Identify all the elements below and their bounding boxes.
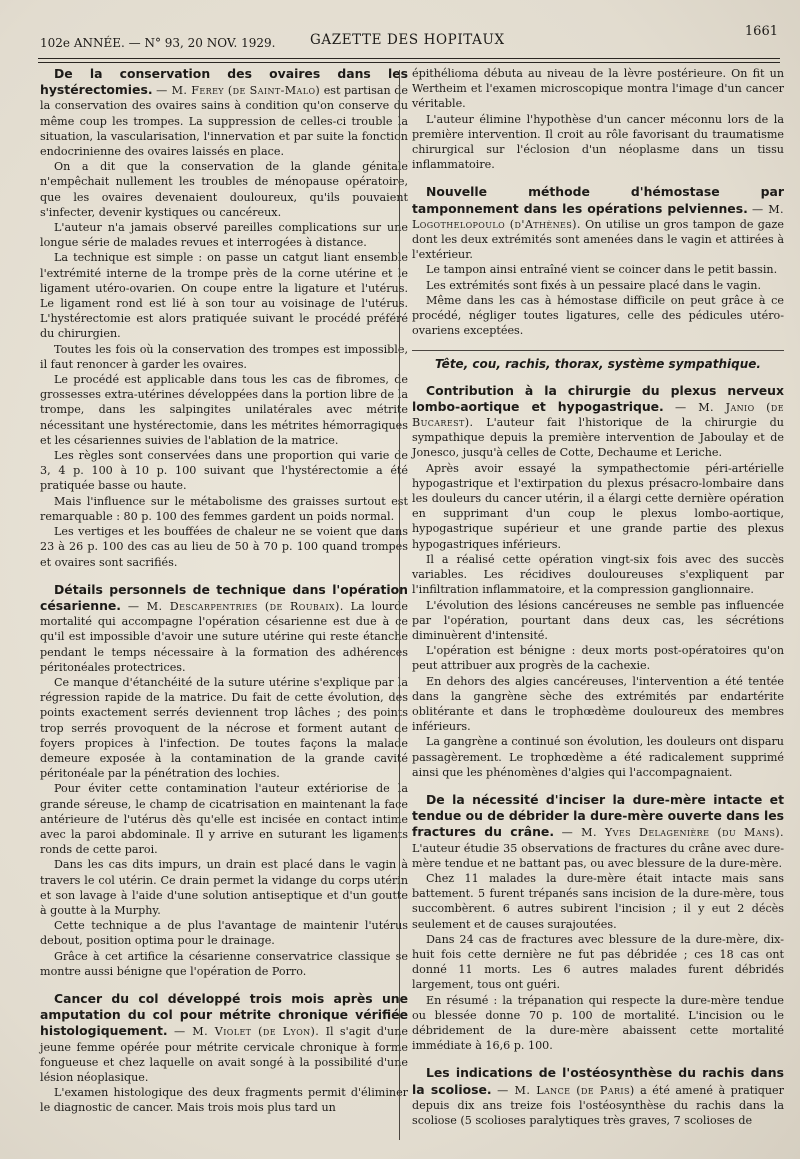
article-title: De la conservation des ovaires dans les hystérectomies. [40,66,408,98]
article [412,1065,784,1128]
article-title: Contribution à la chirurgie du plexus nerveux lombo-aortique et hypogastrique. [412,382,784,414]
paragraph: En résumé : la trépanation qui respecte la dure-mère tendue ou blessée donne 70 p. 100 de mortalité. L'incision ou le débridement de la dure-mère abaissent cette mortalité immédiate à 16,6 p. 100. [412,993,784,1053]
paragraph: Le procédé est applicable dans tous les cas de fibromes, de grossesses extra-utérines développées dans la portion libre de la trompe, dans les salpingites unilatérales avec métrite nécessitant une hystérectomie, dans les métrites hémorragiques et les césariennes suivies de l'ablation de la matrice. [40,373,408,447]
paragraph-text: On utilise un gros tampon de gaze dont les deux extrémités sont amenées dans le vagin et attirées à l'extérieur. [412,217,784,262]
header-rule [38,58,780,59]
article-author: — M. Janio (de Bucarest). [412,400,784,430]
article [412,792,784,1053]
article-title: Détails personnels de technique dans l'opération césarienne. [40,581,408,613]
paragraph: L'auteur n'a jamais observé pareilles complications sur une longue série de malades revues et interrogées à distance. [40,221,408,250]
section-heading: Tête, cou, rachis, thorax, système sympathique. [435,357,761,372]
left-column [40,66,408,1128]
right-column [412,66,784,1140]
article-title: Les indications de l'ostéosynthèse du rachis dans la scoliose. [412,1065,784,1097]
right-column-bottom [412,383,784,1129]
paragraph-text: L'auteur étudie 35 observations de fractures du crâne avec dure-mère tendue et ne battant pas, ou avec blessure de la dure-mère. [412,841,784,870]
article [40,66,408,570]
paragraph: Il a réalisé cette opération vingt-six fois avec des succès variables. Les récidives douloureuses s'expliquent par l'infiltration inflammatoire, et la compression ganglionnaire. [412,552,784,597]
paragraph-text: a été amené à pratiquer depuis dix ans treize fois l'ostéosynthèse du rachis dans la scoliose (5 scolioses paralytiques très graves, 7 scolioses de [412,1083,784,1127]
issue-info: 102e ANNÉE. — N° 93, 20 NOV. 1929. [40,36,276,50]
paragraph: On a dit que la conservation de la glande génitale n'empêchait nullement les troubles de ménopause opératoire, que les ovaires devenaient douloureux, qu'ils pouvaient s'infecter, devenir kystiques ou cancéreux. [40,160,408,219]
article-title: De la nécessité d'inciser la dure-mère intacte et tendue ou de débrider la dure-mère ouverte dans les fractures du crâne. [412,791,784,840]
paragraph: Même dans les cas à hémostase difficile on peut grâce à ce procédé, négliger toutes ligatures, celle des pédicules utéro-ovariens exceptées. [412,293,784,338]
article [40,582,408,979]
paragraph: Le tampon ainsi entraîné vient se coincer dans le petit bassin. [426,263,778,277]
paragraph: épithélioma débuta au niveau de la lèvre postérieure. On fit un Wertheim et l'examen microscopique montra l'image d'un cancer véritable. [412,67,784,111]
paragraph: L'opération est bénigne : deux morts post-opératoires qu'on peut attribuer aux progrès de la cachexie. [412,644,784,673]
paragraph: Dans les cas dits impurs, un drain est placé dans le vagin à travers le col utérin. Ce drain permet la vidange du corps utérin et son lavage à l'aide d'une solution antiseptique et d'un goutte à goutte à la Murphy. [40,858,408,917]
paragraph: En dehors des algies cancéreuses, l'intervention a été tentée dans la gangrène sèche des extrémités par endartérite oblitérante et dans le trophœdème douloureux des membres inférieurs. [412,674,784,734]
right-column-top [412,66,784,338]
journal-title: GAZETTE DES HOPITAUX [310,32,505,48]
article [412,66,784,172]
section-rule [412,350,784,351]
paragraph: Grâce à cet artifice la césarienne conservatrice classique se montre aussi bénigne que l'opération de Porro. [40,949,408,978]
header-rule-thin [38,62,780,63]
article-author: — M. Logothelopoulo (d'Athènes). [412,202,784,231]
article-author: — M. Yves Delagenière (du Mans). [561,826,784,840]
paragraph: Dans 24 cas de fractures avec blessure de la dure-mère, dix-huit fois cette dernière ne fut pas débridée ; ces 18 cas ont donné 11 morts. Les 6 autres malades furent débridés largement, tous ont guéri. [412,932,784,992]
article [40,991,408,1116]
paragraph: Toutes les fois où la conservation des trompes est impossible, il faut renoncer à garder les ovaires. [40,342,408,371]
paragraph-text: L'auteur fait l'historique de la chirurgie du sympathique depuis la première intervention de Jaboulay et de Jonesco, jusqu'à celles de Cotte, Dechaume et Leriche. [412,416,784,460]
paragraph: Pour éviter cette contamination l'auteur extériorise de la grande séreuse, le champ de cicatrisation en maintenant la face antérieure de l'utérus dès qu'elle est incisée en contact intime avec la paroi abdominale. Il y arrive en suturant les ligaments ronds de cette paroi. [40,782,408,857]
paragraph: Chez 11 malades la dure-mère était intacte mais sans battement. 5 furent trépanés sans incision de la dure-mère, tous succombèrent. 6 autres subirent l'incision ; il y eut 2 décès seulement et de causes surajoutées. [412,871,784,931]
paragraph-text: La lourde mortalité qui accompagne l'opération césarienne est due à ce qu'il est impossible d'avoir une suture utérine qui reste étanche pendant le temps nécessaire à la formation des adhérences péritonéales protectrices. [40,599,408,674]
column-divider [399,70,400,1140]
article-author: — M. Lance (de Paris) [497,1083,635,1097]
article-title: Nouvelle méthode d'hémostase par tamponnement dans les opérations pelviennes. [412,184,784,216]
paragraph: L'examen histologique des deux fragments permit d'éliminer le diagnostic de cancer. Mais trois mois plus tard un [40,1086,408,1115]
article-author: — M. Descarpentries (de Roubaix). [127,599,344,613]
paragraph: Les extrémités sont fixés à un pessaire placé dans le vagin. [426,278,762,292]
article [412,184,784,338]
paragraph: Les règles sont conservées dans une proportion qui varie de 3, 4 p. 100 à 10 p. 100 suivant que l'hystérectomie a été pratiquée basse ou haute. [40,449,408,493]
article-author: — M. Ferey (de Saint-Malo) [156,84,321,98]
paragraph: Cette technique a de plus l'avantage de maintenir l'utérus debout, position optima pour le drainage. [40,919,408,948]
paragraph-text: Il s'agit d'une jeune femme opérée pour métrite cervicale chronique à forme fongueuse et chez laquelle on avait songé à la possibilité d'une lésion néoplasique. [40,1025,408,1084]
paragraph: La gangrène a continué son évolution, les douleurs ont disparu passagèrement. Le trophœdème a été radicalement supprimé ainsi que les phénomènes d'algies qui l'accompagnaient. [412,735,784,779]
paragraph: Après avoir essayé la sympathectomie péri-artérielle hypogastrique et l'extirpation du plexus présacro-lombaire dans les douleurs du cancer utérin, il a élargi cette dernière opération en supprimant d'un coup le plexus lombo-aortique, hypogastrique supérieur et une grande partie des plexus hypogastriques inférieurs. [412,461,784,551]
article [412,383,784,780]
paragraph: La technique est simple : on passe un catgut liant ensemble l'extrémité interne de la trompe près de la corne utérine et le ligament utéro-ovarien. On coupe entre la ligature et l'utérus. Le ligament rond est lié à son tour au voisinage de l'utérus. L'hystérectomie est alors pratiquée suivant le procédé préféré du chirurgien. [40,251,408,341]
paragraph: Les vertiges et les bouffées de chaleur ne se voient que dans 23 à 26 p. 100 des cas au lieu de 50 à 70 p. 100 quand trompes et ovaires sont sacrifiés. [40,525,408,569]
page-header [40,24,780,54]
article-title: Cancer du col développé trois mois après une amputation du col pour métrite chronique vérifiée histologiquement. [40,990,408,1039]
paragraph-text: est partisan de la conservation des ovaires sains à condition qu'on conserve du même coup les trompes. La suppression de celles-ci trouble la situation, la vascularisation, l'innervation et par suite la fonction endocrinienne des ovaires laissés en place. [40,84,408,159]
paragraph: L'évolution des lésions cancéreuses ne semble pas influencée par l'opération, pourtant dans deux cas, les sécrétions diminuèrent d'intensité. [412,598,784,642]
paragraph: L'auteur élimine l'hypothèse d'un cancer méconnu lors de la première intervention. Il croit au rôle favorisant du traumatisme chirurgical sur l'éclosion d'un néoplasme dans un tissu inflammatoire. [412,112,784,172]
paragraph: Mais l'influence sur le métabolisme des graisses surtout est remarquable : 80 p. 100 des femmes gardent un poids normal. [40,494,408,523]
page-number: 1661 [744,24,778,39]
paragraph: Ce manque d'étanchéité de la suture utérine s'explique par la régression rapide de la matrice. Du fait de cette évolution, des points exactement serrés deviennent trop lâches ; des points trop serrés provoquent de la nécrose et forment autant de foyers propices à l'infection. De toutes façons la malade demeure exposée à la contamination de la grande cavité péritonéale par la pénétration des lochies. [40,675,408,781]
article-author: — M. Violet (de Lyon). [173,1025,320,1039]
